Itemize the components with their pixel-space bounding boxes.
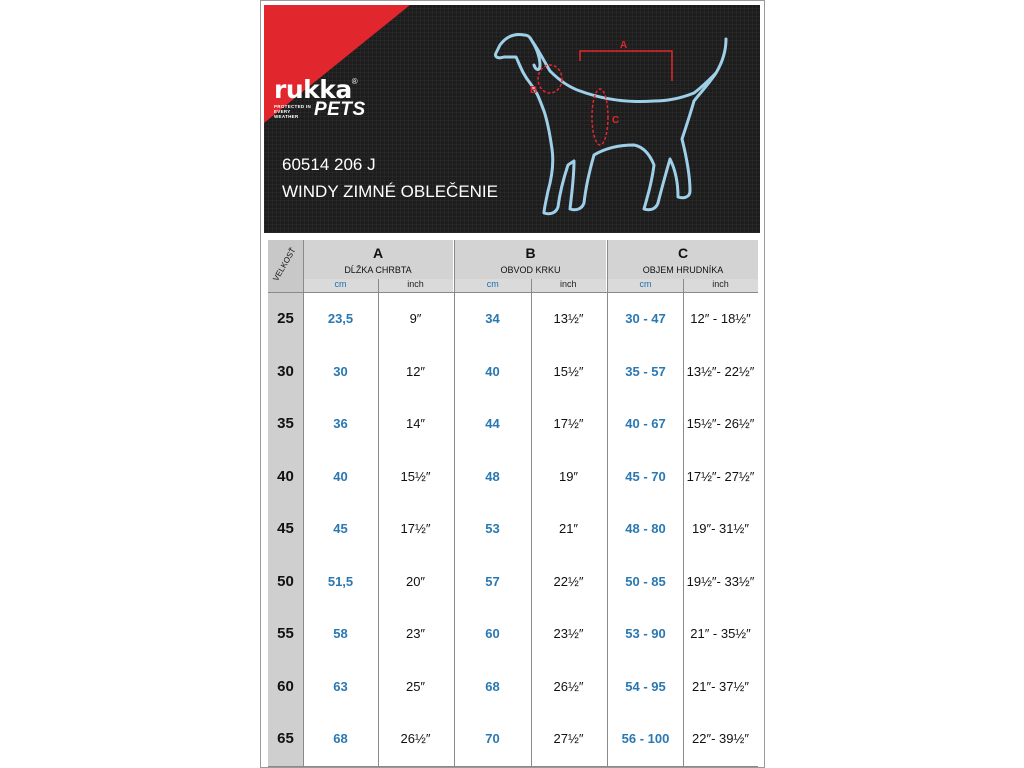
group-a-unit-cm: cm — [303, 279, 379, 292]
a-cm-cell: 63 — [333, 678, 348, 694]
registered-mark: ® — [351, 77, 358, 86]
a-in-cell: 15½″ — [400, 468, 431, 484]
c-cm-cell: 40 - 67 — [625, 416, 666, 432]
c-cm-cell: 50 - 85 — [625, 573, 666, 589]
a-cm-cell: 36 — [333, 416, 348, 432]
group-a-letter: A — [372, 245, 384, 261]
c-cm-cell: 45 - 70 — [625, 468, 666, 484]
measurement-a-marker — [580, 40, 672, 81]
c-cm-cell: 35 - 57 — [625, 363, 666, 379]
measurement-b-marker — [530, 65, 562, 96]
column-divider — [683, 279, 684, 766]
a-cm-cell: 58 — [333, 626, 348, 642]
size-column-header — [268, 240, 303, 292]
c-cm-cell: 30 - 47 — [625, 311, 666, 327]
column-divider — [531, 279, 532, 766]
b-in-cell: 22½″ — [553, 573, 584, 589]
a-in-cell: 17½″ — [400, 521, 431, 537]
b-in-cell: 19″ — [558, 468, 579, 484]
size-value: 50 — [277, 572, 294, 590]
size-value: 55 — [277, 625, 294, 643]
b-cm-cell: 57 — [485, 573, 500, 589]
c-in-cell: 13½″- 22½″ — [686, 363, 755, 379]
b-in-cell: 26½″ — [553, 678, 584, 694]
product-code: 60514 206 J — [282, 155, 376, 174]
size-value: 25 — [277, 310, 294, 328]
b-cm-cell: 44 — [485, 416, 500, 432]
c-cm-cell: 56 - 100 — [621, 731, 670, 747]
label-c: C — [612, 115, 620, 126]
header-divider — [268, 292, 758, 293]
column-divider — [378, 279, 379, 766]
b-in-cell: 23½″ — [553, 626, 584, 642]
b-cm-cell: 34 — [485, 311, 500, 327]
c-in-cell: 21″ - 35½″ — [690, 626, 751, 642]
group-c-label: OBJEM HRUDNÍKA — [642, 265, 724, 275]
c-in-cell: 17½″- 27½″ — [686, 468, 755, 484]
label-a: A — [620, 40, 628, 51]
column-divider — [303, 240, 304, 766]
group-c-unit-inch: inch — [683, 279, 758, 292]
a-cm-cell: 45 — [333, 521, 348, 537]
size-table — [268, 240, 758, 766]
a-cm-cell: 51,5 — [327, 573, 354, 589]
a-cm-cell: 40 — [333, 468, 348, 484]
b-cm-cell: 48 — [485, 468, 500, 484]
group-c-unit-cm: cm — [608, 279, 684, 292]
a-in-cell: 25″ — [405, 678, 426, 694]
group-b-unit-cm: cm — [455, 279, 532, 292]
brand-tagline: PROTECTED IN EVERY WEATHER — [274, 104, 312, 119]
b-in-cell: 15½″ — [553, 363, 584, 379]
c-in-cell: 19″- 31½″ — [692, 521, 749, 537]
a-in-cell: 20″ — [405, 573, 426, 589]
label-b: B — [530, 85, 538, 96]
c-in-cell: 22″- 39½″ — [692, 731, 749, 747]
c-in-cell: 19½″- 33½″ — [686, 573, 755, 589]
group-a-unit-inch: inch — [378, 279, 453, 292]
a-in-cell: 14″ — [405, 416, 426, 432]
group-b-unit-inch: inch — [531, 279, 607, 292]
b-in-cell: 13½″ — [553, 311, 584, 327]
a-in-cell: 9″ — [409, 311, 422, 327]
a-in-cell: 12″ — [405, 363, 426, 379]
b-cm-cell: 60 — [485, 626, 500, 642]
group-b-label: OBVOD KRKU — [500, 265, 561, 275]
size-value: 45 — [277, 520, 294, 538]
c-in-cell: 15½″- 26½″ — [686, 416, 755, 432]
b-cm-cell: 68 — [485, 678, 500, 694]
c-cm-cell: 48 - 80 — [625, 521, 666, 537]
c-cm-cell: 53 - 90 — [625, 626, 666, 642]
group-a-label: DĹŽKA CHRBTA — [344, 265, 412, 275]
b-in-cell: 21″ — [558, 521, 579, 537]
dog-outline-icon — [495, 34, 726, 213]
group-c-letter: C — [677, 245, 689, 261]
b-cm-cell: 40 — [485, 363, 500, 379]
brand-sub: PETS — [314, 99, 366, 120]
dog-measurement-illustration — [494, 31, 734, 231]
size-value: 40 — [277, 467, 294, 485]
a-in-cell: 26½″ — [400, 731, 431, 747]
c-in-cell: 21″- 37½″ — [692, 678, 749, 694]
b-cm-cell: 53 — [485, 521, 500, 537]
size-value: 30 — [277, 362, 294, 380]
a-cm-cell: 68 — [333, 731, 348, 747]
c-cm-cell: 54 - 95 — [625, 678, 666, 694]
size-header-label: VELKOSŤ — [271, 246, 298, 283]
size-value: 35 — [277, 415, 294, 433]
column-divider — [454, 240, 455, 766]
brand-wordmark: rukka — [274, 75, 352, 104]
size-value: 65 — [277, 730, 294, 748]
a-cm-cell: 30 — [333, 363, 348, 379]
size-value: 60 — [277, 677, 294, 695]
b-cm-cell: 70 — [485, 731, 500, 747]
a-cm-cell: 23,5 — [327, 311, 354, 327]
product-name: WINDY ZIMNÉ OBLEČENIE — [282, 182, 498, 201]
group-b-letter: B — [525, 245, 536, 261]
b-in-cell: 17½″ — [553, 416, 584, 432]
a-in-cell: 23″ — [405, 626, 426, 642]
rukka-pets-logo — [274, 75, 366, 120]
column-divider — [607, 240, 608, 766]
b-in-cell: 27½″ — [553, 731, 584, 747]
c-in-cell: 12″ - 18½″ — [690, 311, 751, 327]
product-banner — [264, 5, 760, 233]
row-divider — [268, 766, 758, 767]
